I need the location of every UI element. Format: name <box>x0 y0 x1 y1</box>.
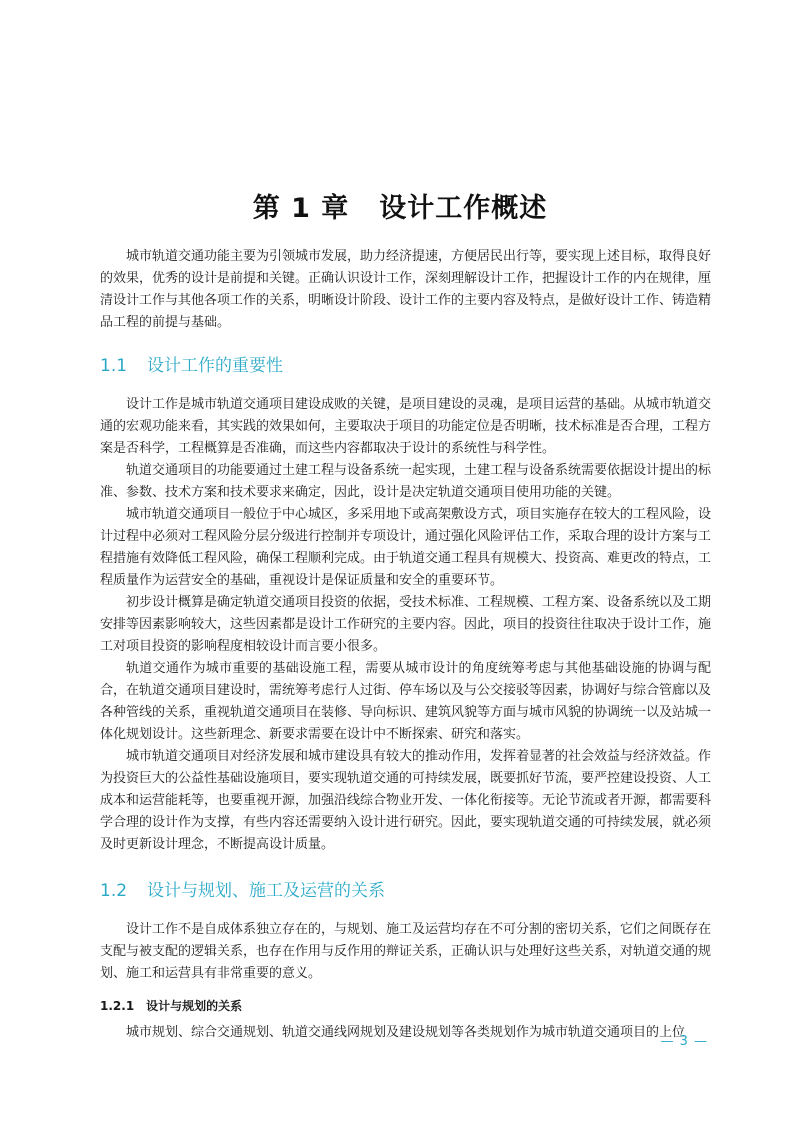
section-title: 设计与规划、施工及运营的关系 <box>147 881 385 901</box>
chapter-title <box>0 186 800 225</box>
paragraph: 城市轨道交通项目一般位于中心城区，多采用地下或高架敷设方式，项目实施存在较大的工程风险，设计过程中必须对工程风险分层分级进行控制并专项设计，通过强化风险评估工作，采取合理的设计方案与工程措施有效降低工程风险，确保工程顺利完成。由于轨道交通工程具有规模大、投资高、难更改的特点，工程质量作为运营安全的基础，重视设计是保证质量和安全的重要环节。 <box>100 507 712 588</box>
paragraph: 城市轨道交通项目对经济发展和城市建设具有较大的推动作用，发挥着显著的社会效益与经济效益。作为投资巨大的公益性基础设施项目，要实现轨道交通的可持续发展，既要抓好节流，要严控建设投资、人工成本和运营能耗等，也要重视开源，加强沿线综合物业开发、一体化衔接等。无论节流或者开源，都需要科学合理的设计作为支撑，有些内容还需要纳入设计进行研究。因此，要实现轨道交通的可持续发展，就必须及时更新设计理念，不断提高设计质量。 <box>100 749 712 852</box>
chapter-title-text: 设计工作概述 <box>379 193 548 224</box>
section-number: 1.2 <box>100 881 128 901</box>
section-number: 1.1 <box>100 356 128 376</box>
paragraph: 轨道交通作为城市重要的基础设施工程，需要从城市设计的角度统筹考虑与其他基础设施的协调与配合，在轨道交通项目建设时，需统筹考虑行人过街、停车场以及与公交接驳等因素，协调好与综合管廊以及各种管线的关系，重视轨道交通项目在装修、导向标识、建筑风貌等方面与城市风貌的协调统一以及站城一体化规划设计。这些新理念、新要求需要在设计中不断探索、研究和落实。 <box>100 661 712 742</box>
intro-paragraph: 城市轨道交通功能主要为引领城市发展，助力经济提速，方便居民出行等，要实现上述目标，取得良好的效果，优秀的设计是前提和关键。正确认识设计工作，深刻理解设计工作，把握设计工作的内在规律，厘清设计工作与其他各项工作的关系，明晰设计阶段、设计工作的主要内容及特点，是做好设计工作、铸造精品工程的前提与基础。 <box>100 249 712 330</box>
subsection-number: 1.2.1 <box>100 999 135 1013</box>
paragraph: 初步设计概算是确定轨道交通项目投资的依据，受技术标准、工程规模、工程方案、设备系统以及工期安排等因素影响较大，这些因素都是设计工作研究的主要内容。因此，项目的投资往往取决于设计工作，施工对项目投资的影响程度相较设计而言要小很多。 <box>100 595 712 654</box>
page-content <box>100 246 711 1044</box>
subsection-title: 设计与规划的关系 <box>146 999 243 1013</box>
section-heading-1-1 <box>100 351 711 376</box>
paragraph: 设计工作不是自成体系独立存在的，与规划、施工及运营均存在不可分割的密切关系，它们之间既存在支配与被支配的逻辑关系，也存在作用与反作用的辩证关系，正确认识与处理好这些关系，对轨道交通的规划、施工和运营具有非常重要的意义。 <box>100 922 712 981</box>
paragraph: 轨道交通项目的功能要通过土建工程与设备系统一起实现，土建工程与设备系统需要依据设计提出的标准、参数、技术方案和技术要求来确定，因此，设计是决定轨道交通项目使用功能的关键。 <box>100 463 712 500</box>
paragraph: 城市规划、综合交通规划、轨道交通线网规划及建设规划等各类规划作为城市轨道交通项目的上位 <box>126 1025 686 1040</box>
chapter-number: 第 1 章 <box>252 193 350 224</box>
paragraph: 设计工作是城市轨道交通项目建设成败的关键，是项目建设的灵魂，是项目运营的基础。从城市轨道交通的宏观功能来看，其实践的效果如何，主要取决于项目的功能定位是否明晰，技术标准是否合理，工程方案是否科学，工程概算是否准确，而这些内容都取决于设计的系统性与科学性。 <box>100 397 712 456</box>
section-heading-1-2 <box>100 876 711 901</box>
subsection-heading-1-2-1 <box>100 997 711 1014</box>
section-title: 设计工作的重要性 <box>147 356 283 376</box>
page-number: — 3 — <box>660 1034 708 1049</box>
